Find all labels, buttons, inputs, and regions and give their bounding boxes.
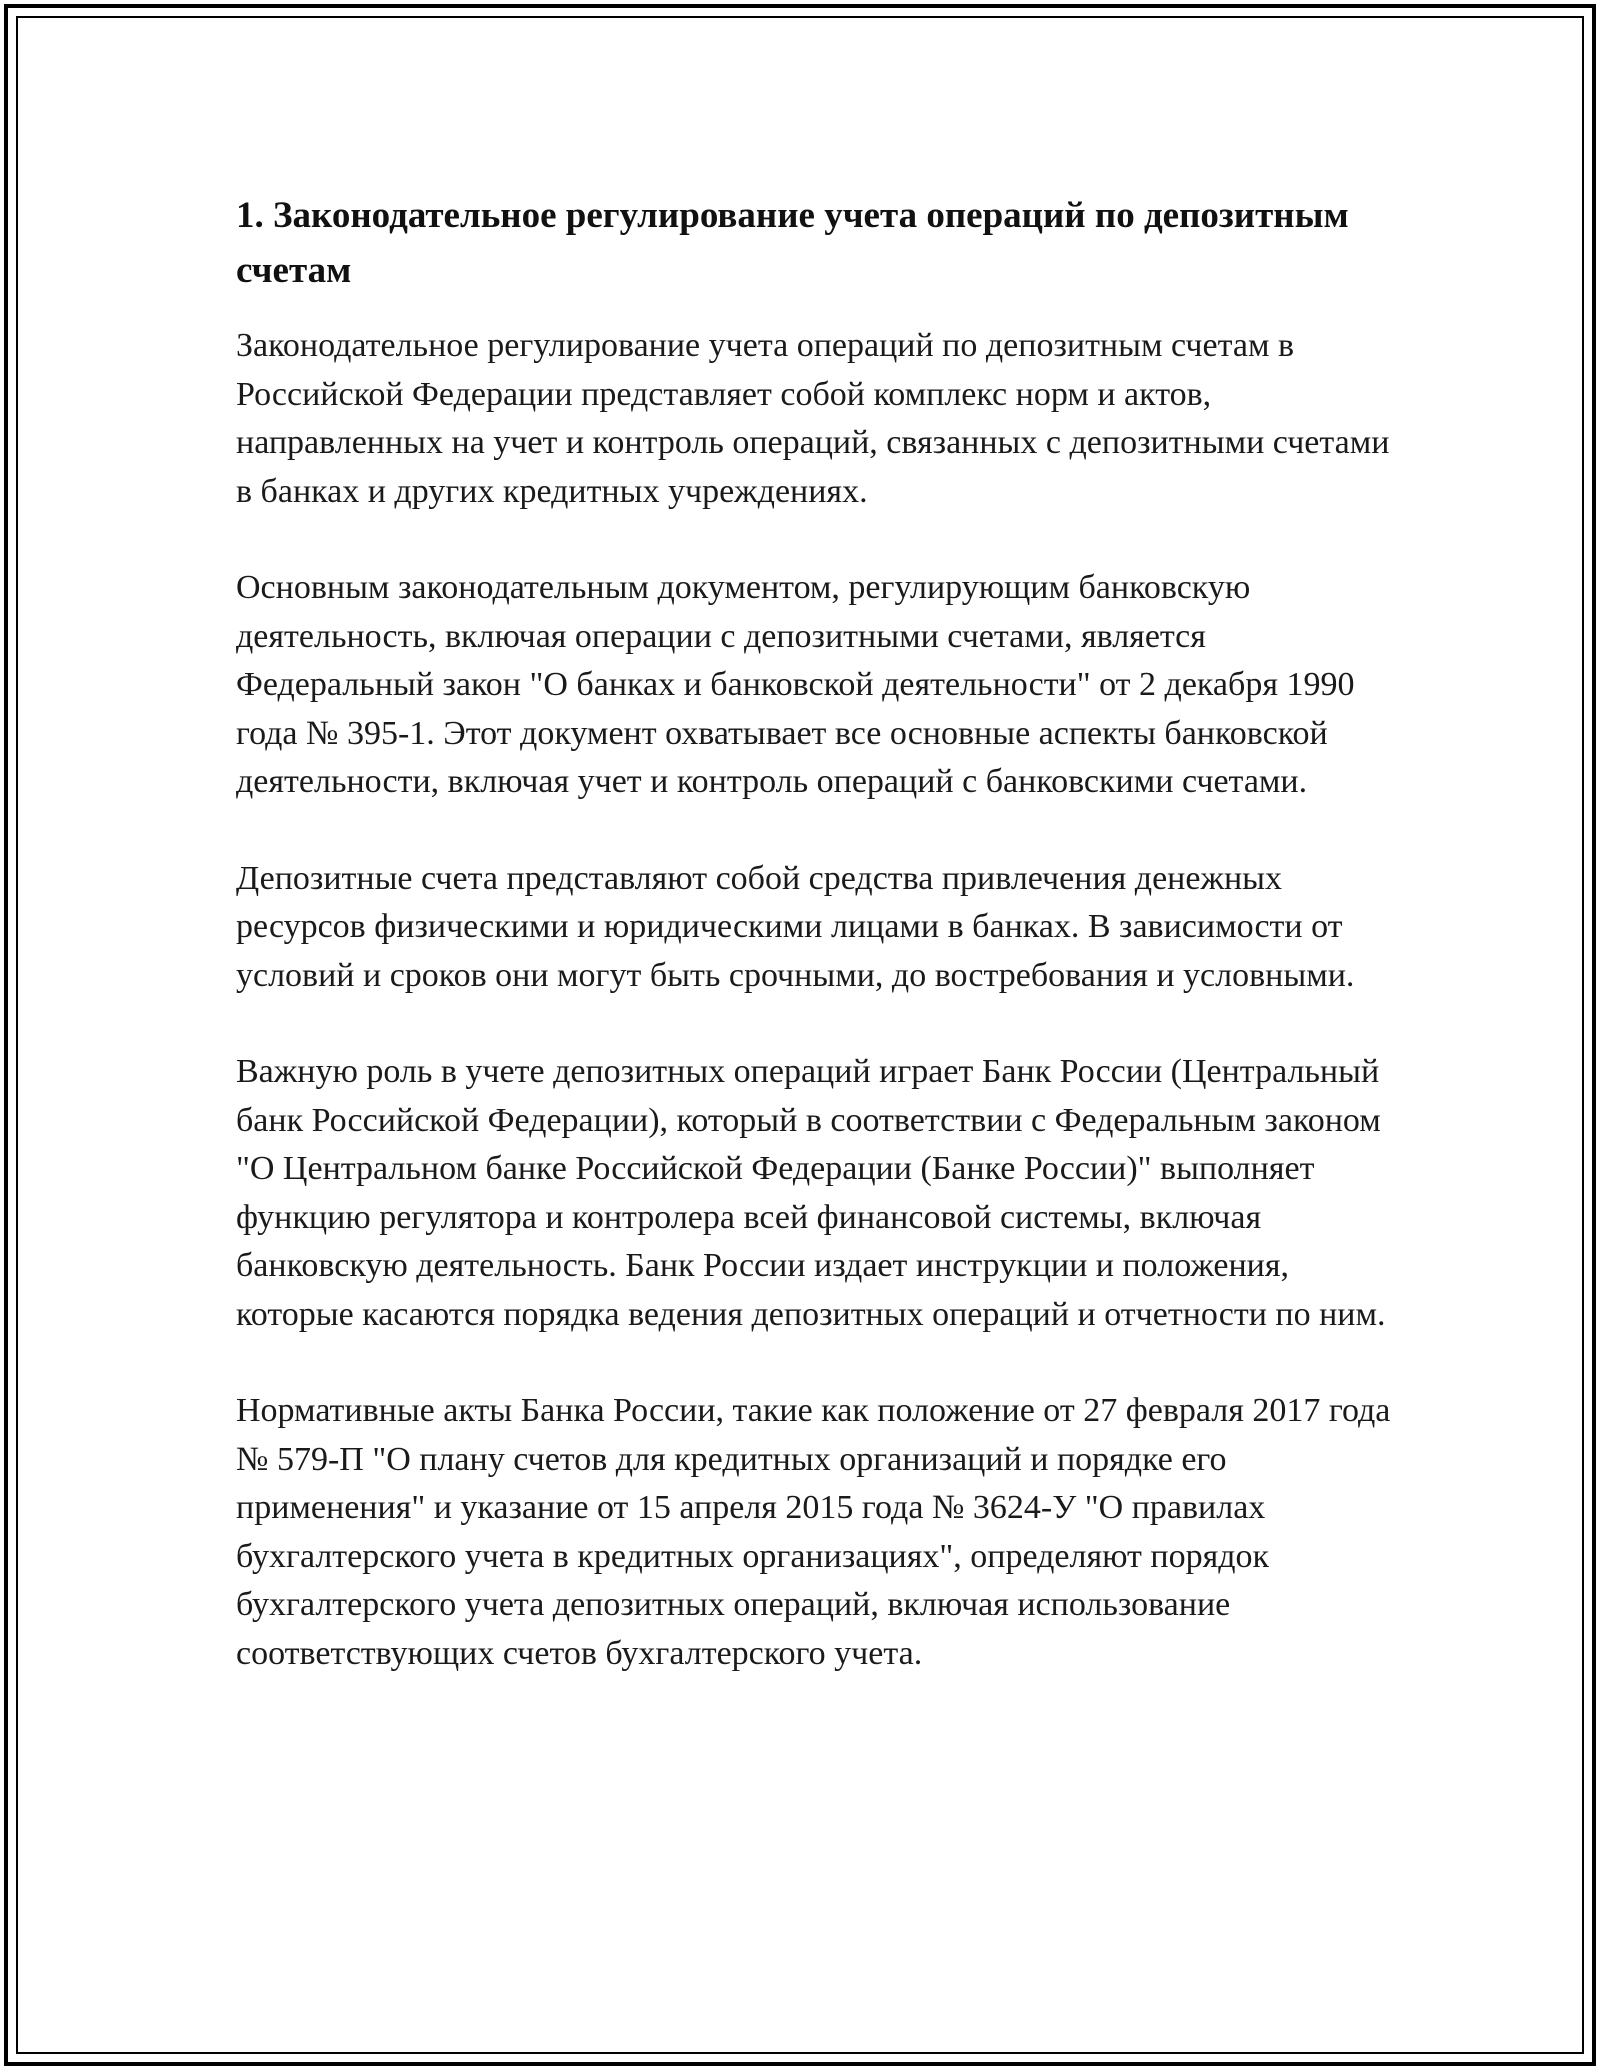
document-body (236, 188, 1396, 1726)
paragraph-3: Депозитные счета представляют собой средства привлечения денежных ресурсов физическими и юридическими лицами в банках. В зависимости от условий и сроков они могут быть срочными, до востребования и условными. (236, 859, 1355, 994)
paragraph-1: Законодательное регулирование учета операций по депозитным счетам в Российской Федерации представляет собой комплекс норм и актов, направленных на учет и контроль операций, связанных с депозитными счетами в банках и других кредитных учреждениях. (236, 327, 1390, 510)
paragraph-5: Нормативные акты Банка России, такие как положение от 27 февраля 2017 года № 579-П "О плану счетов для кредитных организаций и порядке его применения" и указание от 15 апреля 2015 года № 3624-У "О правилах бухгалтерского учета в кредитных организациях", определяют порядок бухгалтерского учета депозитных операций, включая использование соответствующих счетов бухгалтерского учета. (236, 1392, 1391, 1672)
paragraph-2: Основным законодательным документом, регулирующим банковскую деятельность, включая операции с депозитными счетами, является Федеральный закон "О банках и банковской деятельности" от 2 декабря 1990 года № 395-1. Этот документ охватывает все основные аспекты банковской деятельности, включая учет и контроль операций с банковскими счетами. (236, 569, 1355, 800)
paragraph-4: Важную роль в учете депозитных операций играет Банк России (Центральный банк Российской Федерации), который в соответствии с Федеральным законом "О Центральном банке Российской Федерации (Банке России)" выполняет функцию регулятора и контролера всей финансовой системы, включая банковскую деятельность. Банк России издает инструкции и положения, которые касаются порядка ведения депозитных операций и отчетности по ним. (236, 1053, 1386, 1333)
section-heading: 1. Законодательное регулирование учета операций по депозитным счетам (236, 195, 1349, 291)
